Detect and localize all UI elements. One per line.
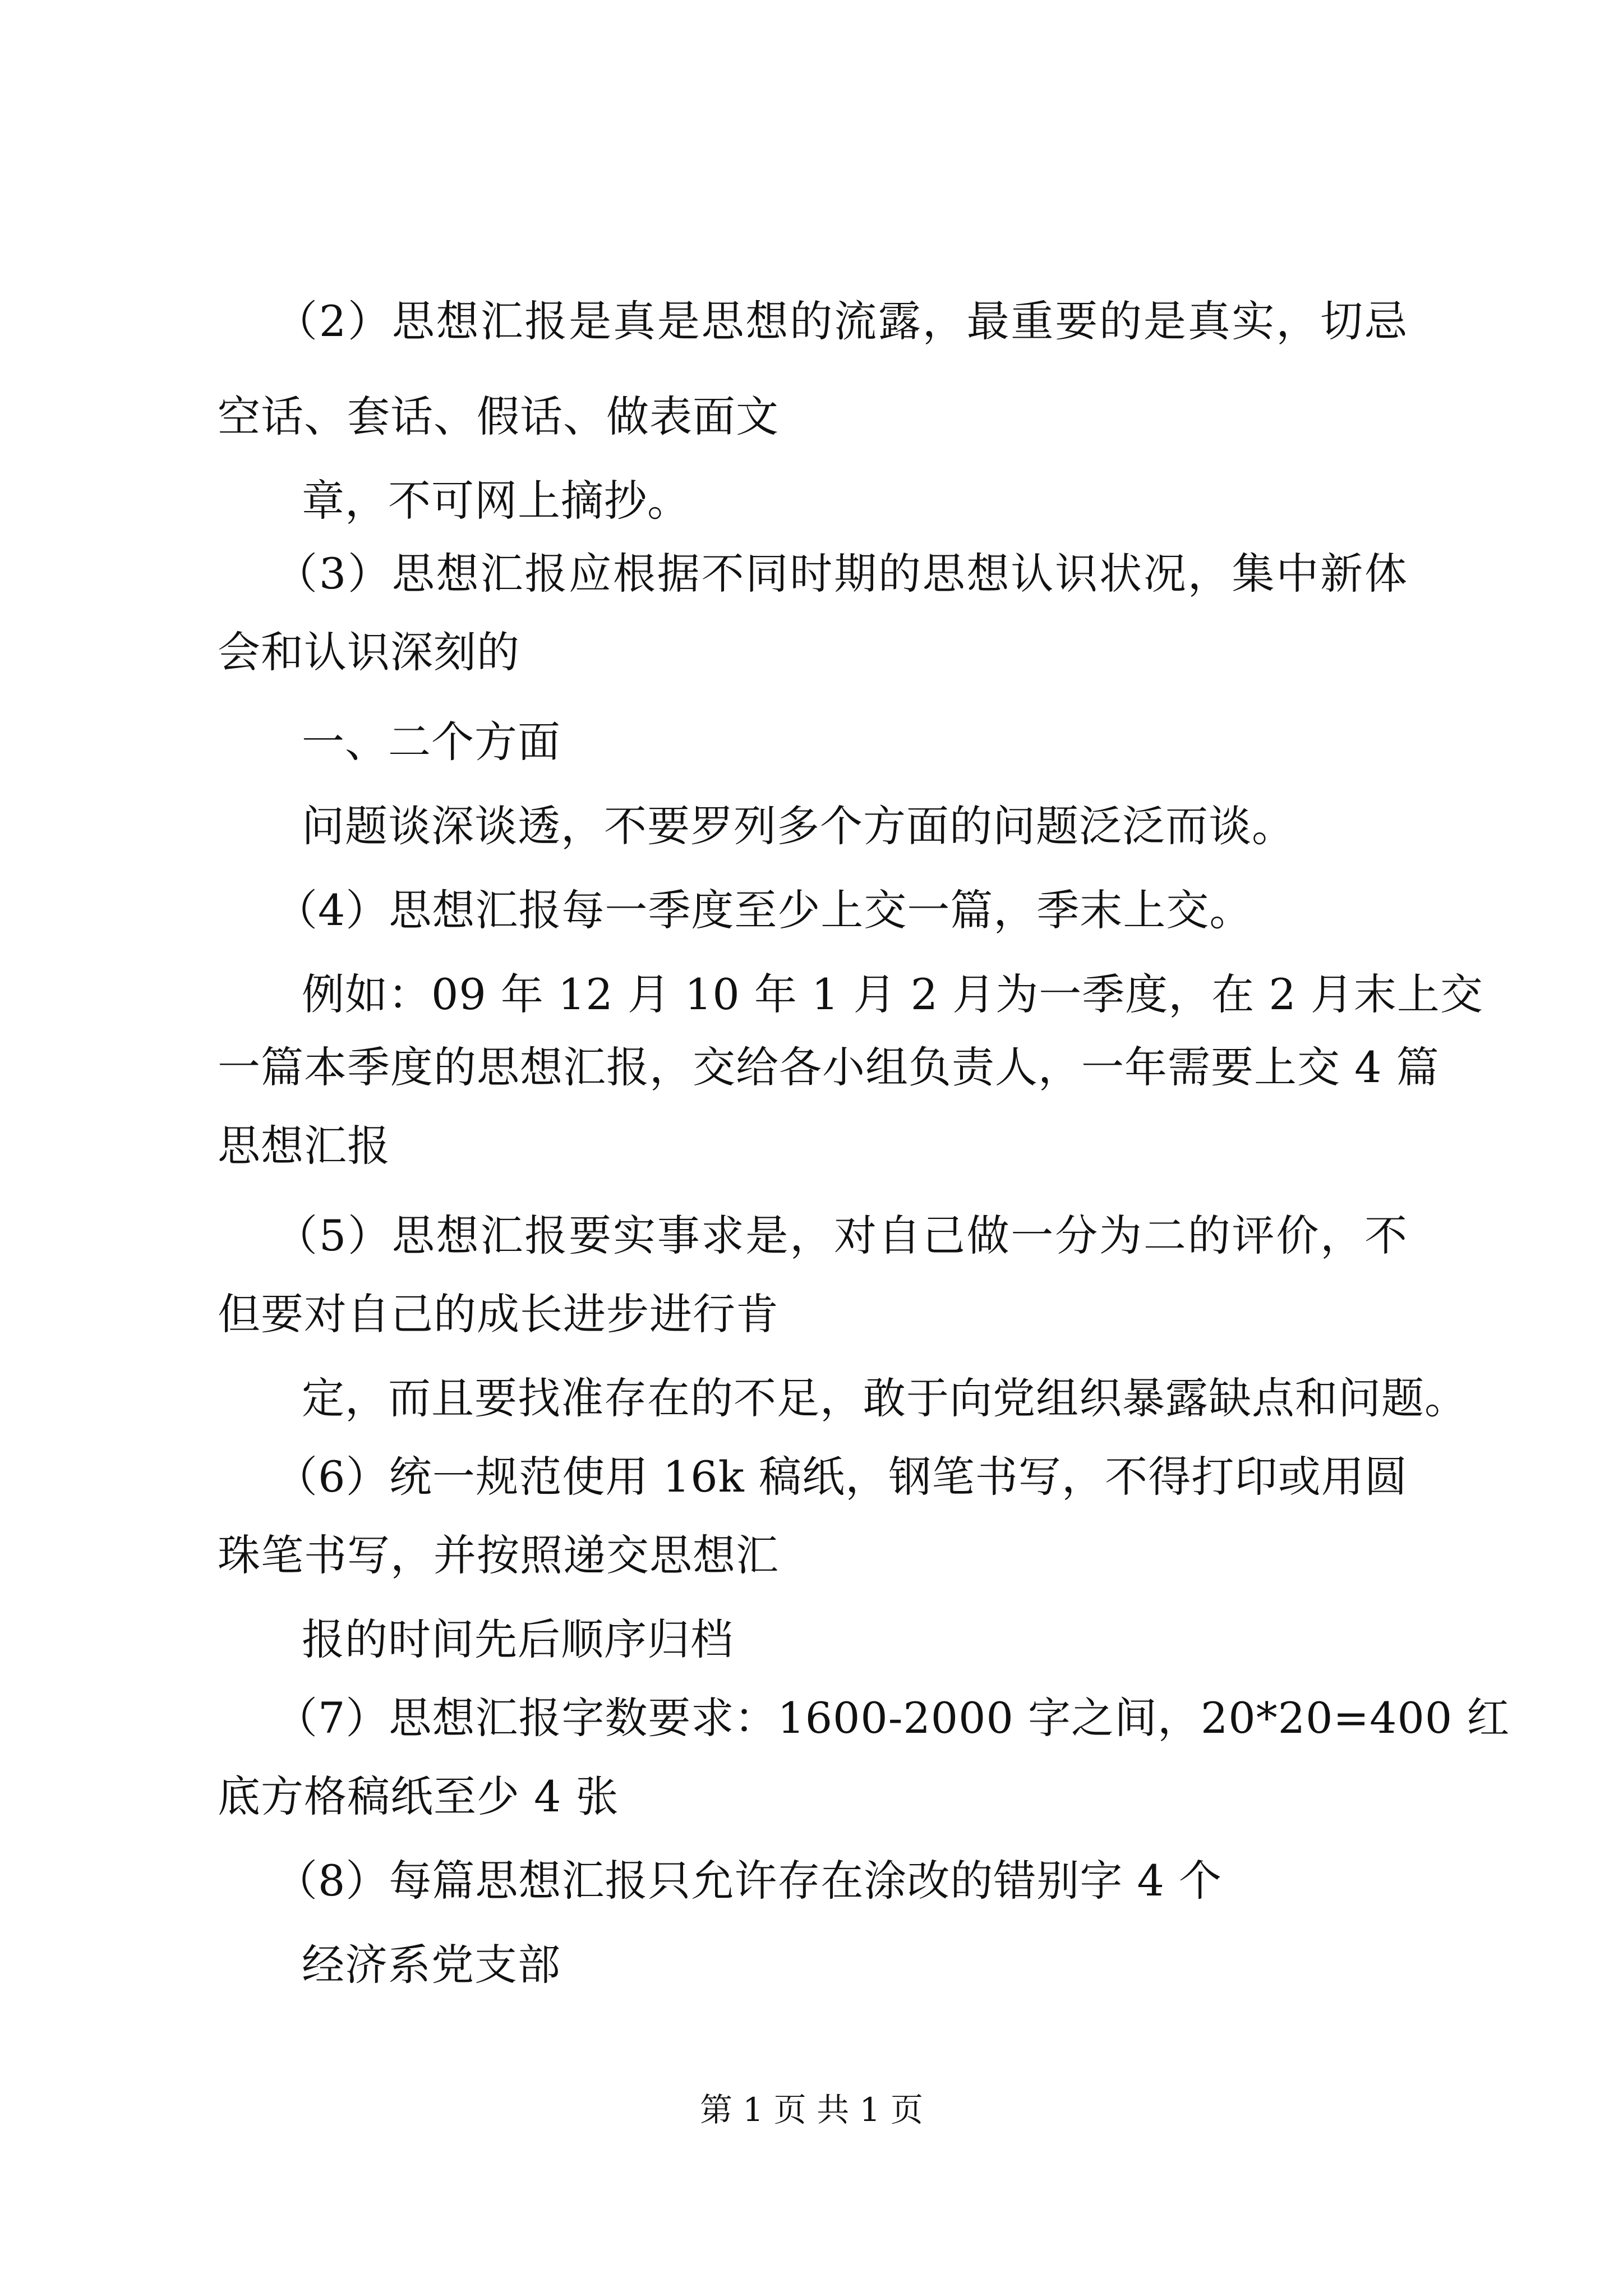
line-6: 一、二个方面 (302, 717, 561, 767)
line-11: 思想汇报 (218, 1121, 390, 1171)
line-19: 底方格稿纸至少 4 张 (218, 1772, 619, 1821)
line-16: 珠笔书写，并按照递交思想汇 (218, 1530, 779, 1580)
line-18: （7）思想汇报字数要求：1600-2000 字之间，20*20=400 红 (275, 1693, 1510, 1743)
line-17: 报的时间先后顺序归档 (302, 1614, 734, 1664)
line-7: 问题谈深谈透，不要罗列多个方面的问题泛泛而谈。 (302, 801, 1295, 851)
line-21: 经济系党支部 (302, 1940, 561, 1990)
line-2: 空话、套话、假话、做表面文 (218, 392, 779, 441)
line-12: （5）思想汇报要实事求是，对自己做一分为二的评价，不 (275, 1211, 1408, 1260)
line-14: 定，而且要找准存在的不足，敢于向党组织暴露缺点和问题。 (302, 1373, 1468, 1423)
line-13: 但要对自己的成长进步进行肯 (218, 1289, 779, 1339)
line-4: （3）思想汇报应根据不同时期的思想认识状况，集中新体 (275, 549, 1408, 599)
line-10: 一篇本季度的思想汇报，交给各小组负责人，一年需要上交 4 篇 (218, 1042, 1440, 1092)
line-9: 例如：09 年 12 月 10 年 1 月 2 月为一季度，在 2 月末上交 (302, 969, 1483, 1019)
line-5: 会和认识深刻的 (218, 627, 520, 677)
line-1: （2）思想汇报是真是思想的流露，最重要的是真实，切忌 (275, 296, 1408, 346)
page-footer: 第 1 页 共 1 页 (700, 2091, 923, 2129)
line-8: （4）思想汇报每一季度至少上交一篇，季末上交。 (275, 885, 1253, 935)
line-20: （8）每篇思想汇报只允许存在涂改的错别字 4 个 (275, 1856, 1223, 1906)
line-15: （6）统一规范使用 16k 稿纸，钢笔书写，不得打印或用圆 (275, 1452, 1408, 1502)
line-3: 章，不可网上摘抄。 (302, 476, 690, 526)
